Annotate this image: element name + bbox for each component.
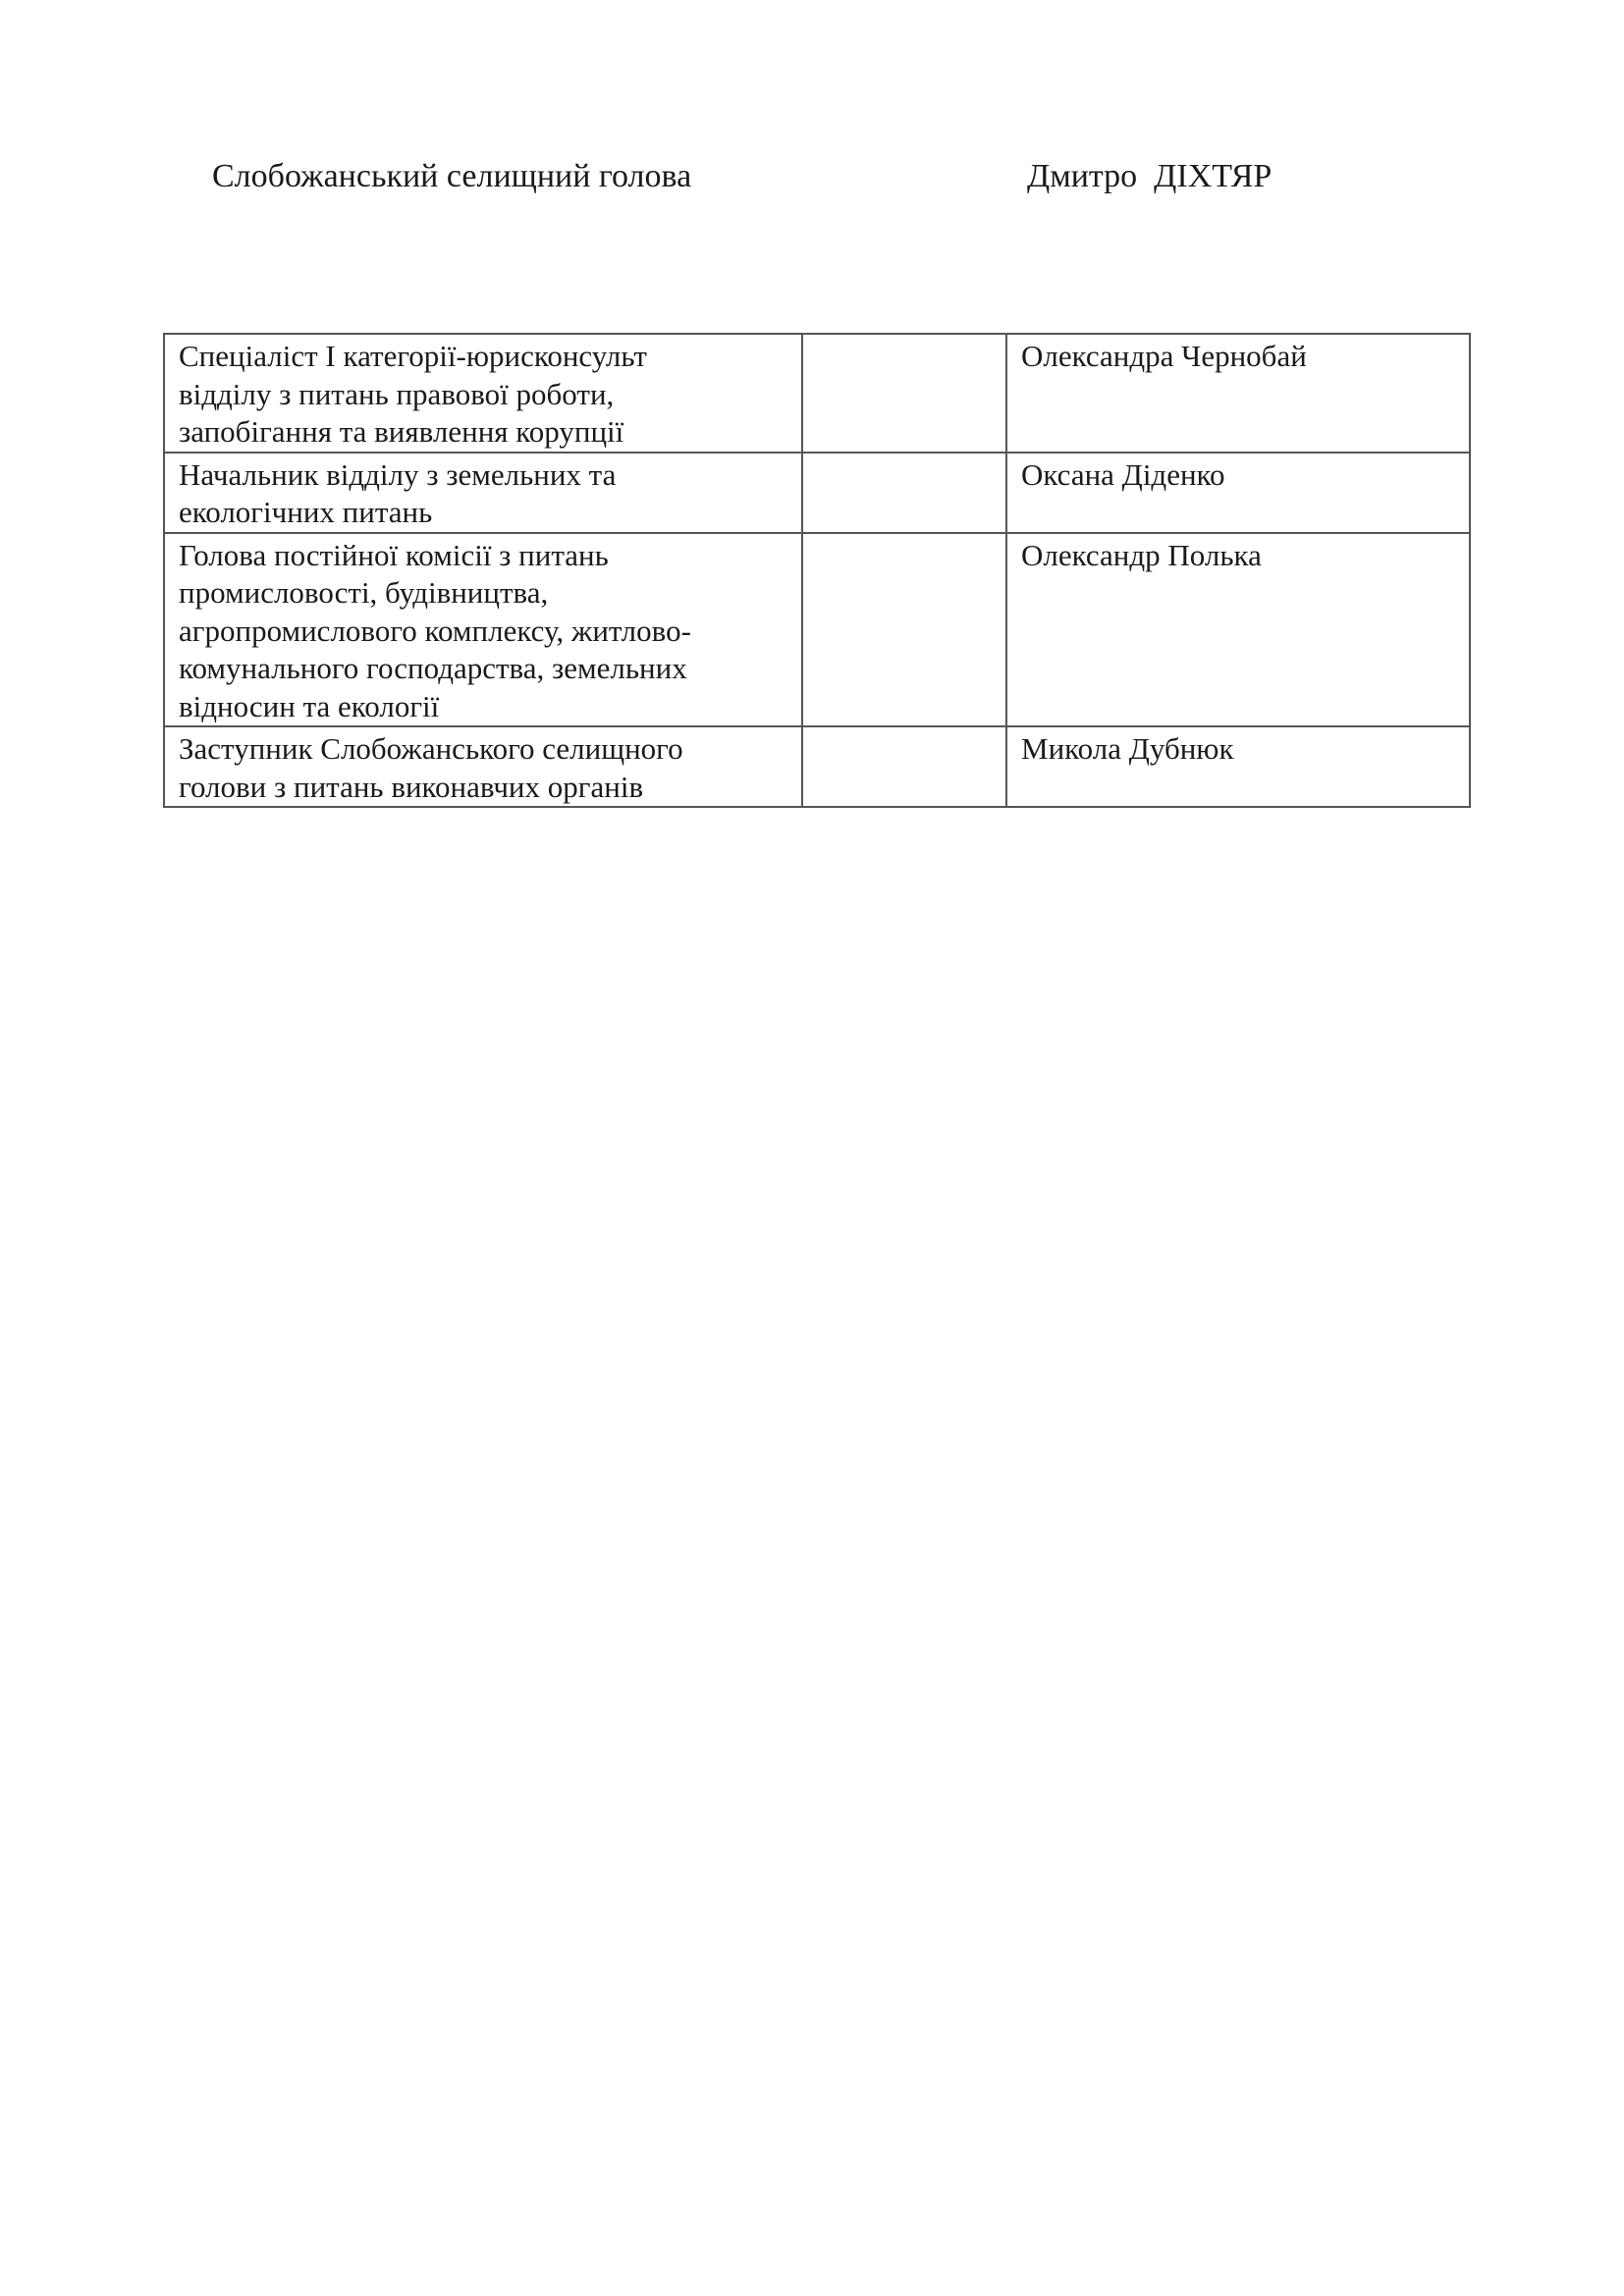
position-text: Голова постійної комісії з питань промисловості, будівництва, агропромислового комплексу, житлово- комунального господарства, земельних відносин та екології [179,537,691,723]
position-cell [164,533,802,727]
name-cell: Олександра Чернобай [1006,334,1470,453]
position-text: Начальник відділу з земельних та екологічних питань [179,456,617,529]
position-text: Заступник Слобожанського селищного голови з питань виконавчих органів [179,731,683,804]
approval-row [164,533,1470,727]
position-text: Спеціаліст І категорії-юрисконсульт відділу з питань правової роботи, запобігання та виявлення корупції [179,339,647,449]
position-cell [164,453,802,533]
signature-cell [802,334,1006,453]
signatory-title: Слобожанський селищний голова [212,158,692,194]
name-cell: Микола Дубнюк [1006,726,1470,807]
signature-cell [802,726,1006,807]
approval-row [164,726,1470,807]
approval-table [163,333,1471,808]
approval-row [164,453,1470,533]
signature-cell [802,453,1006,533]
signatory-name: Дмитро ДІХТЯР [1027,158,1272,194]
name-cell: Олександр Полька [1006,533,1470,727]
position-cell [164,334,802,453]
signature-cell [802,533,1006,727]
name-cell: Оксана Діденко [1006,453,1470,533]
position-cell [164,726,802,807]
approval-row [164,334,1470,453]
